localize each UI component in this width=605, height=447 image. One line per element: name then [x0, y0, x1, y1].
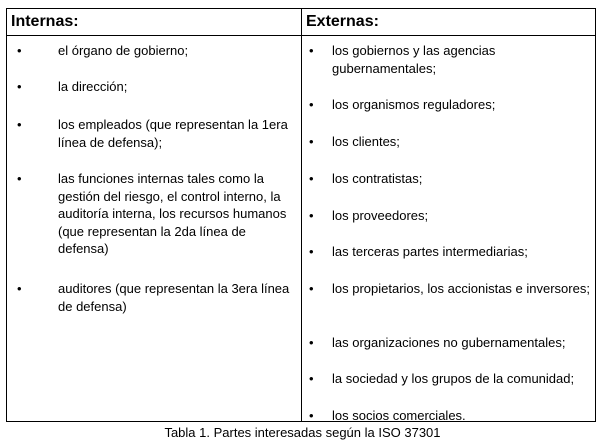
list-item [309, 243, 594, 261]
internas-cell [7, 36, 302, 421]
list-item [17, 170, 290, 258]
list-item-text: los propietarios, los accionistas e inversores; [332, 281, 590, 296]
list-item-text: los empleados (que representan la 1era línea de defensa); [58, 117, 288, 150]
list-item-text: las organizaciones no gubernamentales; [332, 335, 566, 350]
list-item [309, 280, 594, 298]
bullet: • [309, 43, 314, 58]
list-item-text: los proveedores; [332, 208, 429, 223]
list-item [309, 96, 594, 114]
bullet: • [309, 335, 314, 350]
bullet: • [309, 281, 314, 296]
list-item-text: auditores (que representan la 3era línea de defensa) [58, 281, 290, 314]
table-header-row [7, 9, 595, 36]
bullet: • [309, 134, 314, 149]
bullet: • [17, 281, 22, 296]
list-item [309, 207, 594, 225]
table-caption: Tabla 1. Partes interesadas según la ISO 37301 [164, 425, 441, 440]
bullet: • [17, 79, 22, 94]
list-item [309, 334, 594, 352]
list-item-text: la dirección; [58, 79, 128, 94]
stakeholders-table [6, 8, 596, 422]
list-item [309, 170, 594, 188]
list-item-text: las terceras partes intermediarias; [332, 244, 528, 259]
bullet: • [17, 43, 22, 58]
list-item [309, 370, 594, 388]
bullet: • [309, 97, 314, 112]
list-item [309, 407, 594, 425]
bullet: • [17, 171, 22, 186]
bullet: • [309, 371, 314, 386]
bullet: • [309, 171, 314, 186]
list-item [17, 42, 290, 60]
externas-cell [302, 36, 595, 421]
list-item-text: el órgano de gobierno; [58, 43, 189, 58]
header-externas: Externas: [306, 13, 379, 30]
bullet: • [309, 408, 314, 423]
list-item-text: los organismos reguladores; [332, 97, 496, 112]
list-item [17, 280, 290, 315]
header-internas: Internas: [7, 9, 302, 35]
list-item [17, 78, 290, 96]
list-item-text: las funciones internas tales como la gestión del riesgo, el control interno, la auditoría interna, los recursos humanos (que representan la 2da línea de defensa) [58, 171, 287, 256]
list-item-text: la sociedad y los grupos de la comunidad; [332, 371, 575, 386]
list-item [17, 116, 290, 151]
list-item-text: los socios comerciales. [332, 408, 466, 423]
table-body-row [7, 36, 595, 421]
list-item-text: los contratistas; [332, 171, 423, 186]
list-item-text: los gobiernos y las agencias gubernamentales; [332, 43, 496, 76]
list-item [309, 133, 594, 151]
list-item-text: los clientes; [332, 134, 400, 149]
bullet: • [309, 208, 314, 223]
bullet: • [309, 244, 314, 259]
bullet: • [17, 117, 22, 132]
list-item [309, 42, 594, 77]
